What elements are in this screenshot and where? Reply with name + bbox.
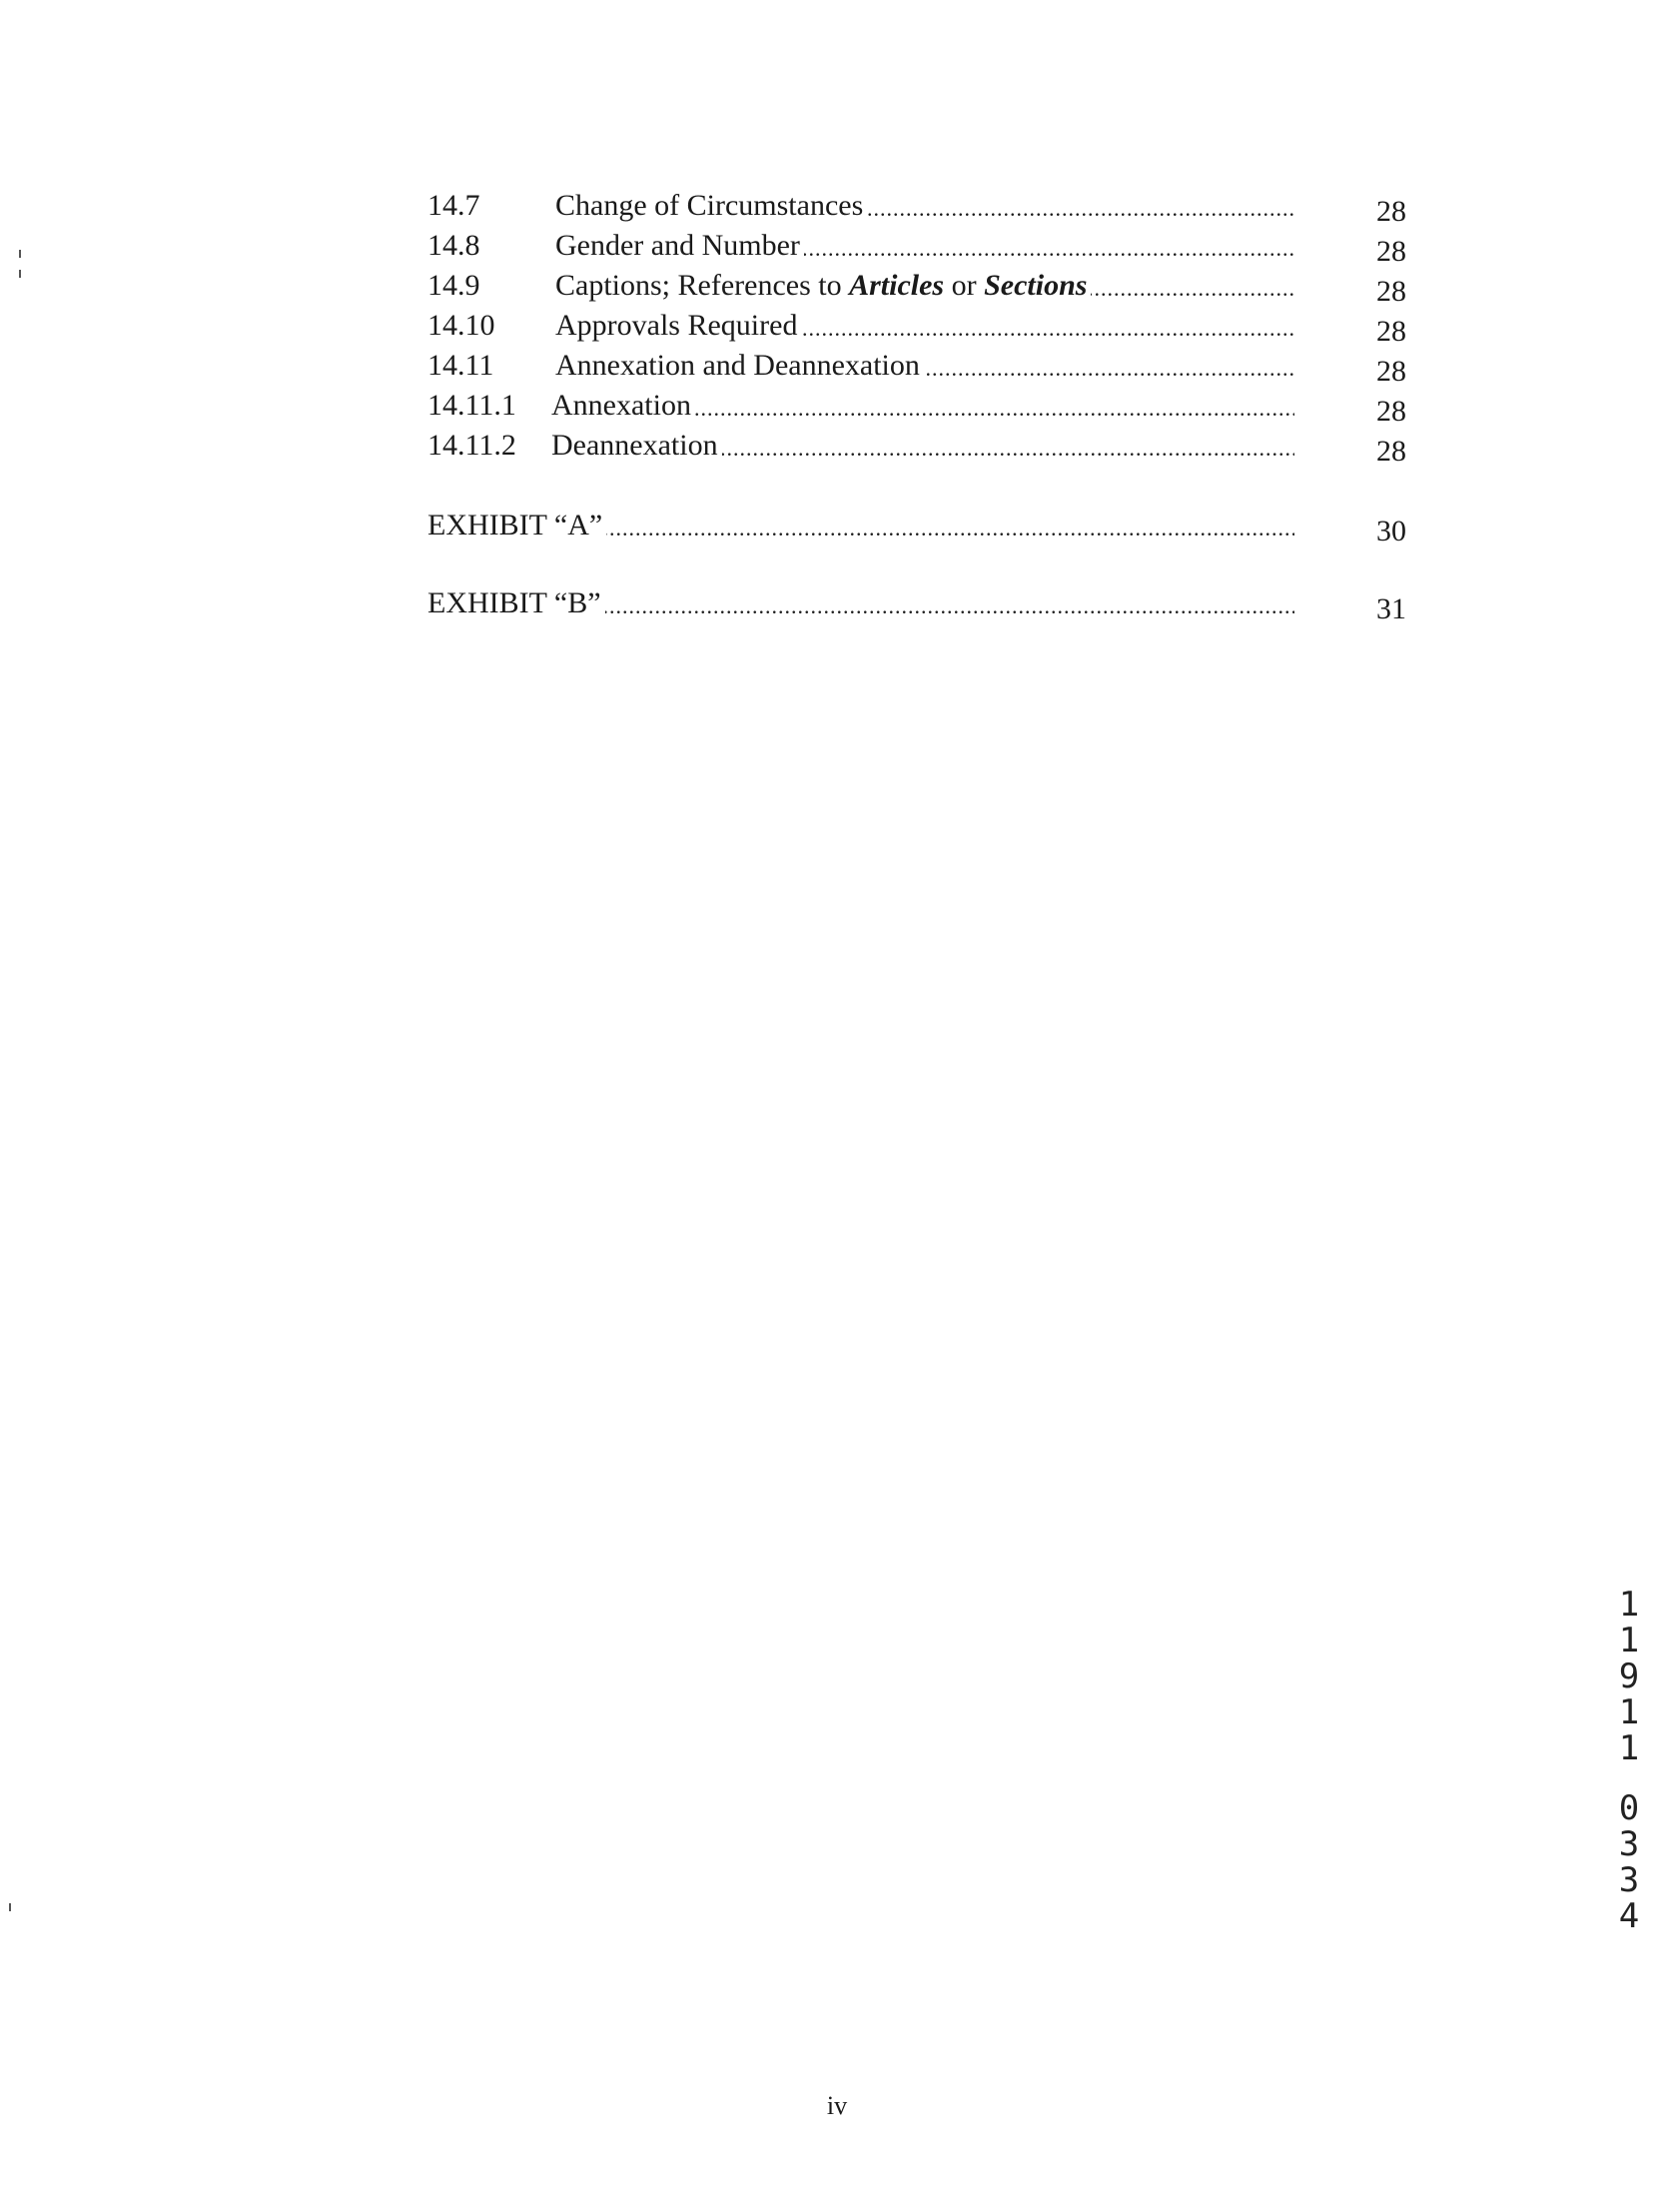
toc-exhibit-page: 31 [1376,592,1406,625]
toc-entry-title: Captions; References to Articles or Sections ..... [555,266,1294,306]
toc-exhibit-title: EXHIBIT “A” ..... [427,506,1294,546]
toc-entry-number: 14.11.2 [427,429,516,462]
toc-entry-number: 14.7 [427,189,480,222]
toc-entry-title: Approvals Required ..... [555,306,1294,346]
toc-entry-page: 28 [1376,355,1406,388]
toc-entry-title: Change of Circumstances ..... [555,186,1294,226]
toc-entry-number: 14.11.1 [427,389,516,422]
toc-entry-title: Deannexation ..... [551,426,1294,466]
stamp-digit: 1 [1618,1585,1640,1625]
toc-entry [427,226,1406,266]
toc-entry-number: 14.10 [427,309,495,342]
toc-entry-number: 14.9 [427,269,480,302]
toc-entry-page: 28 [1376,275,1406,308]
toc-entry-page: 28 [1376,395,1406,428]
toc-entry [427,186,1406,226]
toc-exhibit-page: 30 [1376,515,1406,548]
toc-entry-title: Annexation and Deannexation ..... [555,346,1294,386]
stamp-digit: 1 [1618,1692,1640,1732]
toc-entry-number: 14.11 [427,349,494,382]
toc-entry-page: 28 [1376,315,1406,348]
stamp-digit: 3 [1618,1860,1640,1900]
toc-entry [427,266,1406,306]
toc-emphasis-articles: Articles [849,269,945,302]
toc-entry-page: 28 [1376,195,1406,228]
stamp-digit: 1 [1618,1728,1640,1768]
scan-speck [19,250,21,258]
scan-speck [19,270,21,278]
toc-entry [427,426,1406,466]
toc-entry [427,306,1406,346]
toc-entry-page: 28 [1376,435,1406,468]
document-number-stamp [1606,1587,1652,1934]
toc-entry-number: 14.8 [427,229,480,262]
stamp-digit: 4 [1618,1896,1640,1936]
stamp-digit: 9 [1618,1657,1640,1696]
stamp-digit: 0 [1618,1788,1640,1828]
toc-entry [427,386,1406,426]
scan-speck [9,1903,11,1911]
toc-exhibit-entry [427,506,1406,546]
toc-exhibit-entry [427,583,1406,623]
toc-entry-title: Annexation ..... [551,386,1294,426]
toc-entry-title: Gender and Number ..... [555,226,1294,266]
toc-emphasis-sections: Sections [984,269,1088,302]
stamp-digit: 1 [1618,1621,1640,1660]
page-number: iv [826,2091,848,2120]
table-of-contents [427,186,1406,623]
toc-entry [427,346,1406,386]
toc-entry-page: 28 [1376,235,1406,268]
stamp-digit: 3 [1618,1824,1640,1864]
toc-exhibit-title: EXHIBIT “B” ..... [427,583,1294,623]
